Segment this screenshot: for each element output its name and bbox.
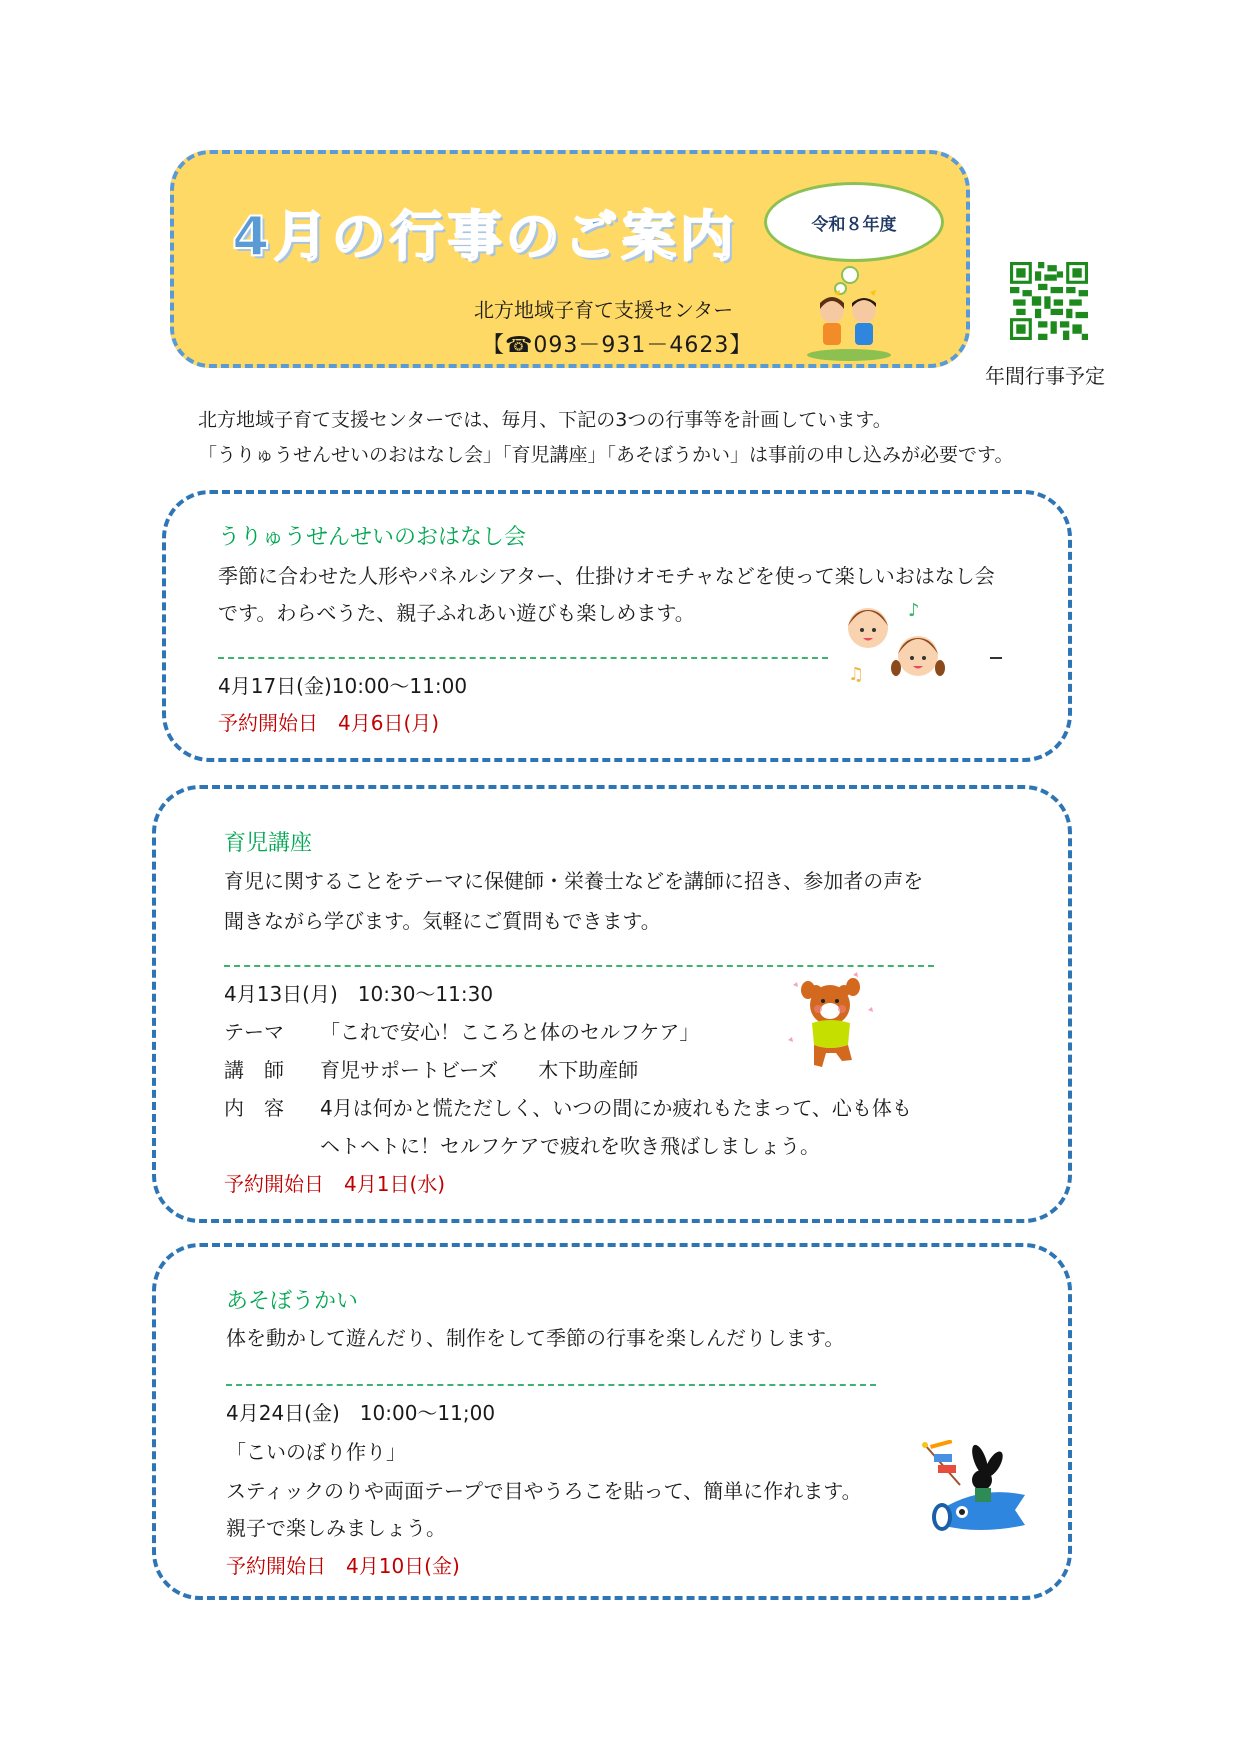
qr-label: 年間行事予定 — [985, 364, 1105, 388]
intro-line-1: 北方地域子育て支援センターでは、毎月、下記の3つの行事等を計画しています。 — [198, 409, 892, 431]
koinobori-rabbit-icon — [920, 1440, 1030, 1540]
event-description-line: 体を動かして遊んだり、制作をして季節の行事を楽しんだりします。 — [226, 1326, 845, 1350]
activity-title: 「こいのぼり作り」 — [226, 1440, 406, 1464]
detail-label: 内 容 — [224, 1096, 284, 1120]
detail-row-theme — [224, 1016, 699, 1045]
detail-value: ヘトヘトに！セルフケアで疲れを吹き飛ばしましょう。 — [320, 1134, 820, 1158]
header-banner — [170, 150, 970, 368]
bear-illustration-icon — [778, 965, 878, 1075]
center-phone: 【☎093－931－4623】 — [482, 333, 753, 358]
detail-label: 講 師 — [224, 1058, 284, 1082]
svg-text:♫: ♫ — [848, 664, 865, 685]
center-name: 北方地域子育て支援センター — [474, 298, 734, 322]
detail-row-content-cont — [224, 1130, 820, 1159]
intro-line-2: 「うりゅうせんせいのおはなし会」「育児講座」「あそぼうかい」は事前の申し込みが必要です。 — [198, 444, 1014, 466]
detail-row-lecturer — [224, 1054, 638, 1083]
children-illustration-icon — [804, 289, 894, 361]
event-description-line: 育児に関することをテーマに保健師・栄養士などを講師に招き、参加者の声を — [224, 869, 924, 893]
event-description-line: 聞きながら学びます。気軽にご質問もできます。 — [224, 909, 661, 933]
detail-value: 4月は何かと慌ただしく、いつの間にか疲れもたまって、心も体も — [320, 1096, 912, 1120]
svg-text:♪: ♪ — [908, 600, 920, 621]
section-divider — [226, 1384, 876, 1386]
section-divider — [218, 657, 828, 659]
singing-children-icon — [848, 598, 948, 693]
reservation-start: 予約開始日 4月6日(月) — [218, 711, 440, 735]
event-datetime: 4月13日(月) 10:30～11:30 — [224, 982, 494, 1006]
detail-label: テーマ — [224, 1020, 284, 1044]
event-datetime: 4月17日(金)10:00～11:00 — [218, 674, 468, 698]
page-title: 4月の行事のご案内 — [232, 205, 738, 268]
section-divider-fragment — [990, 657, 1002, 659]
event-title: うりゅうせんせいのおはなし会 — [218, 525, 527, 550]
qr-code-icon[interactable] — [1010, 262, 1088, 340]
fiscal-year-label: 令和８年度 — [811, 214, 897, 235]
fiscal-year-cloud — [764, 182, 944, 262]
reservation-start: 予約開始日 4月1日(水) — [224, 1172, 446, 1196]
event-title: 育児講座 — [224, 831, 313, 856]
event-description-line: です。わらべうた、親子ふれあい遊びも楽しめます。 — [218, 601, 695, 625]
activity-text-line: スティックのりや両面テープで目やうろこを貼って、簡単に作れます。 — [226, 1479, 862, 1503]
detail-row-content — [224, 1092, 912, 1121]
event-title: あそぼうかい — [226, 1289, 359, 1314]
detail-value: 育児サポートビーズ 木下助産師 — [320, 1058, 639, 1082]
activity-text-line: 親子で楽しみましょう。 — [226, 1516, 446, 1540]
event-datetime: 4月24日(金) 10:00～11;00 — [226, 1401, 496, 1425]
detail-value: 「これで安心！こころと体のセルフケア」 — [320, 1020, 700, 1044]
event-description-line: 季節に合わせた人形やパネルシアター、仕掛けオモチャなどを使って楽しいおはなし会 — [218, 564, 995, 588]
reservation-start: 予約開始日 4月10日(金) — [226, 1554, 460, 1578]
cloud-tail-icon — [841, 266, 859, 284]
